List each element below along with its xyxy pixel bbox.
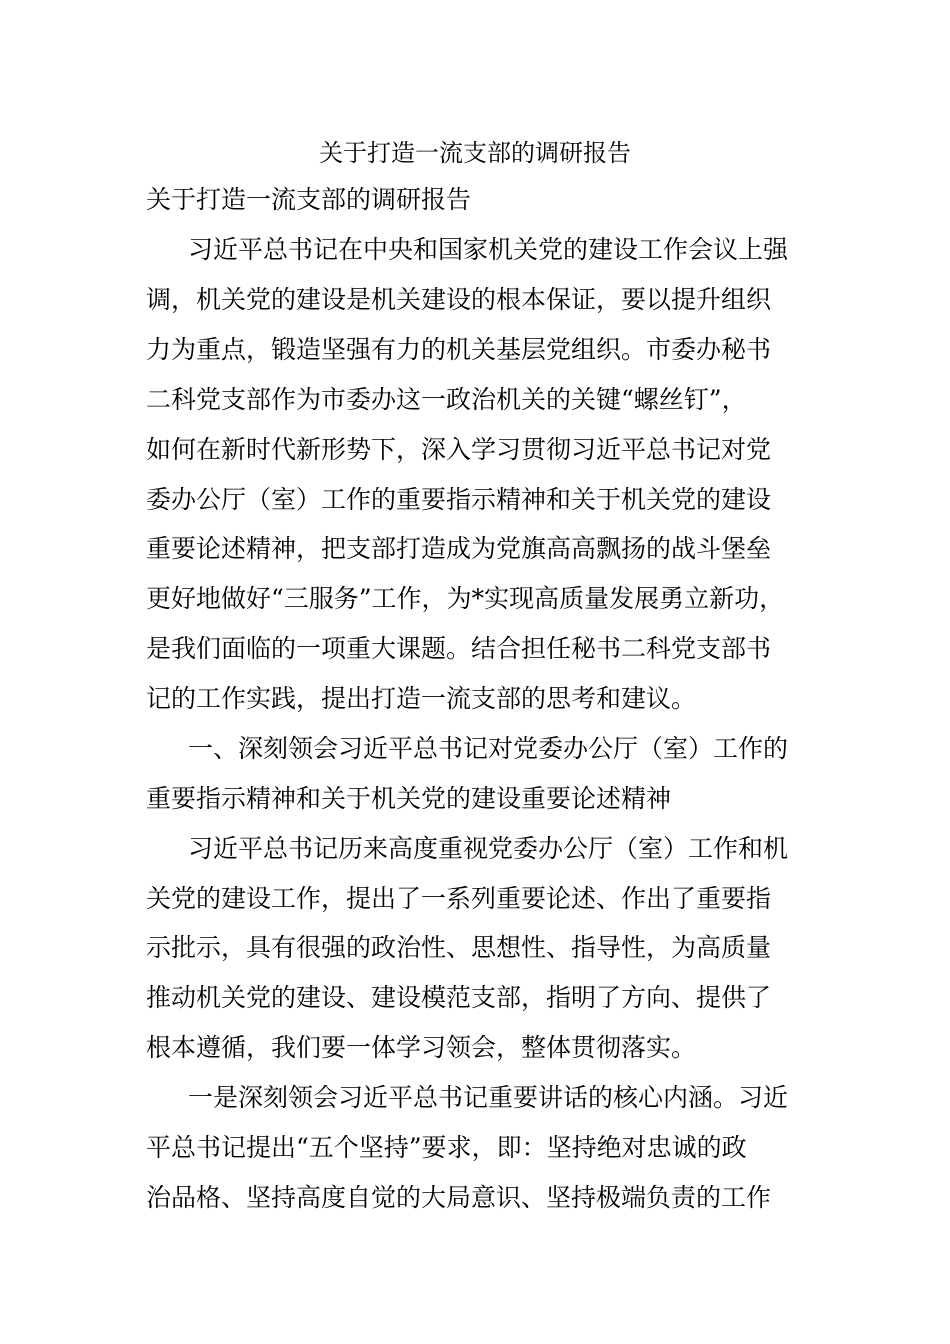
paragraph-line: 更好地做好“三服务”工作，为*实现高质量发展勇立新功， (146, 584, 785, 613)
paragraph-line: 委办公厅（室）工作的重要指示精神和关于机关党的建设 (146, 485, 772, 514)
paragraph-line: 记的工作实践，提出打造一流支部的思考和建议。 (146, 684, 697, 713)
paragraph-line: 一是深刻领会习近平总书记重要讲话的核心内涵。习近 (188, 1083, 789, 1112)
paragraph-line: 重要论述精神，把支部打造成为党旗高高飘扬的战斗堡垒 (146, 534, 772, 563)
paragraph-line: 平总书记提出“五个坚持”要求，即：坚持绝对忠诚的政 (146, 1133, 747, 1162)
section-heading-line: 一、深刻领会习近平总书记对党委办公厅（室）工作的 (188, 734, 789, 763)
paragraph-line: 调，机关党的建设是机关建设的根本保证，要以提升组织 (146, 285, 772, 314)
paragraph-line: 治品格、坚持高度自觉的大局意识、坚持极端负责的工作 (146, 1183, 772, 1212)
paragraph-line: 示批示，具有很强的政治性、思想性、指导性，为高质量 (146, 933, 772, 962)
document-title: 关于打造一流支部的调研报告 (319, 139, 631, 167)
paragraph-line: 是我们面临的一项重大课题。结合担任秘书二科党支部书 (146, 634, 772, 663)
paragraph-line: 推动机关党的建设、建设模范支部，指明了方向、提供了 (146, 983, 772, 1012)
subtitle-line: 关于打造一流支部的调研报告 (146, 185, 472, 214)
paragraph-line: 习近平总书记历来高度重视党委办公厅（室）工作和机 (188, 834, 789, 863)
section-heading-line: 重要指示精神和关于机关党的建设重要论述精神 (146, 784, 672, 813)
paragraph-line: 如何在新时代新形势下，深入学习贯彻习近平总书记对党 (146, 435, 772, 464)
paragraph-line: 二科党支部作为市委办这一政治机关的关键“螺丝钉”， (146, 385, 747, 414)
paragraph-line: 关党的建设工作，提出了一系列重要论述、作出了重要指 (146, 884, 772, 913)
paragraph-line: 根本遵循，我们要一体学习领会，整体贯彻落实。 (146, 1033, 697, 1062)
paragraph-line: 习近平总书记在中央和国家机关党的建设工作会议上强 (188, 235, 789, 264)
paragraph-line: 力为重点，锻造坚强有力的机关基层党组织。市委办秘书 (146, 335, 772, 364)
